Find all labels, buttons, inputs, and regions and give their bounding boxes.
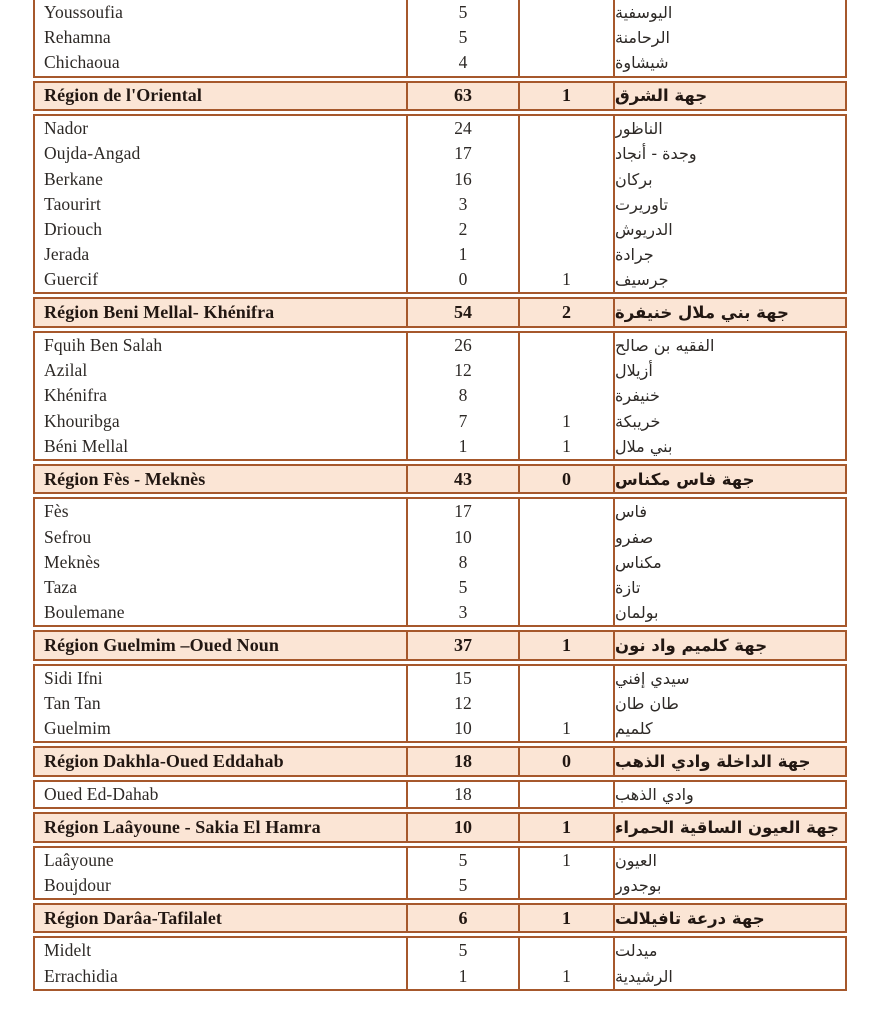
cell-count-primary: 15 [408, 666, 520, 691]
cell-name-fr: Région de l'Oriental [35, 83, 408, 110]
cell-name-ar: ميدلت [615, 941, 658, 961]
province-row [35, 964, 845, 989]
province-row [35, 383, 845, 408]
province-row [35, 333, 845, 358]
cell-count-secondary: 1 [520, 964, 615, 989]
cell-count-primary: 3 [408, 192, 520, 217]
cell-count-primary: 26 [408, 333, 520, 358]
cell-count-secondary: 1 [520, 905, 615, 932]
province-row [35, 600, 845, 625]
cell-count-primary: 5 [408, 0, 520, 25]
cell-name-fr: Boulemane [35, 600, 408, 625]
cell-count-secondary: 0 [520, 748, 615, 775]
cell-count-primary: 12 [408, 358, 520, 383]
cell-name-fr: Région Laâyoune - Sakia El Hamra [35, 814, 408, 841]
cell-count-primary: 5 [408, 848, 520, 873]
cell-name-fr: Oujda-Angad [35, 141, 408, 166]
cell-count-secondary [520, 192, 615, 217]
cell-count-primary: 4 [408, 50, 520, 75]
region-summary-block [33, 746, 847, 777]
cell-name-fr: Fquih Ben Salah [35, 333, 408, 358]
province-row [35, 550, 845, 575]
province-rows-block [33, 0, 847, 78]
cell-name-ar: فاس [615, 502, 648, 522]
cell-name-fr: Laâyoune [35, 848, 408, 873]
cell-name-fr: Tan Tan [35, 691, 408, 716]
cell-count-primary: 10 [408, 525, 520, 550]
province-row [35, 0, 845, 25]
cell-name-fr: Chichaoua [35, 50, 408, 75]
cell-name-ar: الرحامنة [615, 28, 670, 48]
cell-name-fr: Région Guelmim –Oued Noun [35, 632, 408, 659]
cell-name-ar: صفرو [615, 527, 654, 547]
cell-name-ar: وجدة - أنجاد [615, 144, 697, 164]
cell-name-ar: خنيفرة [615, 386, 660, 406]
province-row [35, 141, 845, 166]
cell-name-fr: Rehamna [35, 25, 408, 50]
cell-name-fr: Driouch [35, 217, 408, 242]
cell-name-ar: جهة فاس مكناس [615, 469, 755, 489]
cell-count-secondary: 1 [520, 814, 615, 841]
cell-count-primary: 8 [408, 383, 520, 408]
province-row [35, 166, 845, 191]
province-row [35, 848, 845, 873]
cell-count-secondary [520, 0, 615, 25]
cell-name-ar: جهة كلميم واد نون [615, 636, 768, 655]
region-summary-block [33, 630, 847, 661]
cell-count-primary: 5 [408, 25, 520, 50]
cell-name-fr: Azilal [35, 358, 408, 383]
cell-count-secondary: 2 [520, 299, 615, 326]
cell-count-secondary [520, 217, 615, 242]
cell-name-ar: تاوريرت [615, 194, 669, 214]
cell-count-primary: 12 [408, 691, 520, 716]
cell-name-ar: اليوسفية [615, 3, 673, 23]
region-summary-row [35, 632, 845, 659]
cell-count-secondary [520, 782, 615, 807]
cell-name-fr: Sidi Ifni [35, 666, 408, 691]
cell-name-fr: Khénifra [35, 383, 408, 408]
region-summary-block [33, 297, 847, 328]
cell-count-secondary [520, 242, 615, 267]
cell-count-primary: 5 [408, 938, 520, 963]
cell-count-secondary: 1 [520, 267, 615, 292]
cell-name-ar: جهة الشرق [615, 86, 708, 106]
cell-name-fr: Nador [35, 116, 408, 141]
province-row [35, 358, 845, 383]
cell-count-secondary: 0 [520, 466, 615, 493]
cell-count-primary: 63 [408, 83, 520, 110]
cell-count-primary: 10 [408, 814, 520, 841]
cell-count-primary: 16 [408, 166, 520, 191]
cell-name-fr: Meknès [35, 550, 408, 575]
cell-name-ar: بركان [615, 169, 653, 189]
province-row [35, 116, 845, 141]
cell-name-ar: مكناس [615, 552, 662, 572]
cell-name-fr: Région Fès - Meknès [35, 466, 408, 493]
cell-count-secondary [520, 383, 615, 408]
cell-name-ar: بوجدور [615, 875, 662, 895]
cell-name-ar: كلميم [615, 719, 653, 739]
cell-name-fr: Taza [35, 575, 408, 600]
cell-name-ar: جهة درعة تافيلالت [615, 908, 765, 928]
cell-name-fr: Fès [35, 499, 408, 524]
cell-name-fr: Sefrou [35, 525, 408, 550]
cell-count-primary: 10 [408, 716, 520, 741]
province-row [35, 782, 845, 807]
cell-name-ar: بولمان [615, 603, 659, 623]
cell-name-fr: Région Darâa-Tafilalet [35, 905, 408, 932]
cell-name-ar: جهة الداخلة وادي الذهب [615, 752, 811, 772]
region-summary-row [35, 299, 845, 326]
cell-count-secondary: 1 [520, 632, 615, 659]
province-row [35, 938, 845, 963]
region-summary-block [33, 464, 847, 495]
province-row [35, 873, 845, 898]
region-summary-row [35, 748, 845, 775]
province-rows-block [33, 664, 847, 744]
cell-name-ar: بني ملال [615, 436, 673, 456]
cell-count-secondary [520, 600, 615, 625]
cell-name-ar: جهة بني ملال خنيفرة [615, 303, 789, 323]
cell-name-fr: Errachidia [35, 964, 408, 989]
cell-count-secondary [520, 499, 615, 524]
region-summary-row [35, 814, 845, 841]
cell-count-secondary [520, 575, 615, 600]
cell-name-ar: وادي الذهب [615, 784, 694, 804]
cell-name-ar: الرشيدية [615, 966, 673, 986]
province-rows-block [33, 846, 847, 900]
cell-name-ar: العيون [615, 850, 657, 870]
cell-name-fr: Oued Ed-Dahab [35, 782, 408, 807]
cell-name-fr: Région Dakhla-Oued Eddahab [35, 748, 408, 775]
cell-count-primary: 5 [408, 575, 520, 600]
province-row [35, 50, 845, 75]
cell-name-fr: Khouribga [35, 408, 408, 433]
region-summary-block [33, 81, 847, 112]
province-row [35, 267, 845, 292]
cell-count-secondary [520, 938, 615, 963]
cell-count-primary: 7 [408, 408, 520, 433]
cell-count-secondary [520, 550, 615, 575]
cell-name-fr: Midelt [35, 938, 408, 963]
province-rows-block [33, 331, 847, 461]
cell-count-secondary: 1 [520, 408, 615, 433]
region-summary-row [35, 83, 845, 110]
cell-count-primary: 0 [408, 267, 520, 292]
cell-name-ar: جهة العيون الساقية الحمراء [615, 817, 839, 837]
cell-count-primary: 18 [408, 782, 520, 807]
cell-name-fr: Jerada [35, 242, 408, 267]
cell-name-fr: Berkane [35, 166, 408, 191]
province-row [35, 217, 845, 242]
cell-name-fr: Taourirt [35, 192, 408, 217]
regions-cases-table [33, 0, 847, 991]
cell-name-fr: Guercif [35, 267, 408, 292]
cell-name-ar: جرادة [615, 245, 654, 265]
cell-count-secondary: 1 [520, 848, 615, 873]
cell-name-ar: سيدي إفني [615, 668, 690, 688]
cell-count-primary: 17 [408, 499, 520, 524]
region-summary-block [33, 812, 847, 843]
province-rows-block [33, 497, 847, 627]
cell-count-primary: 3 [408, 600, 520, 625]
cell-name-ar: شيشاوة [615, 53, 669, 73]
region-summary-block [33, 903, 847, 934]
cell-count-secondary [520, 358, 615, 383]
province-row [35, 25, 845, 50]
cell-name-ar: جرسيف [615, 270, 669, 290]
cell-name-fr: Boujdour [35, 873, 408, 898]
cell-count-primary: 5 [408, 873, 520, 898]
cell-count-secondary [520, 50, 615, 75]
cell-count-primary: 54 [408, 299, 520, 326]
province-row [35, 716, 845, 741]
cell-count-secondary [520, 873, 615, 898]
cell-count-secondary: 1 [520, 83, 615, 110]
cell-count-primary: 37 [408, 632, 520, 659]
cell-count-primary: 1 [408, 964, 520, 989]
province-row [35, 575, 845, 600]
province-row [35, 691, 845, 716]
cell-count-primary: 17 [408, 141, 520, 166]
cell-count-secondary: 1 [520, 716, 615, 741]
cell-count-primary: 1 [408, 434, 520, 459]
cell-count-secondary [520, 141, 615, 166]
province-row [35, 192, 845, 217]
region-summary-row [35, 905, 845, 932]
cell-name-ar: الدريوش [615, 219, 673, 239]
cell-count-primary: 18 [408, 748, 520, 775]
cell-name-ar: تازة [615, 577, 641, 597]
cell-count-secondary [520, 166, 615, 191]
region-summary-row [35, 466, 845, 493]
province-row [35, 666, 845, 691]
province-row [35, 499, 845, 524]
cell-name-ar: الناظور [615, 119, 663, 139]
cell-name-ar: أزيلال [615, 361, 653, 381]
cell-name-fr: Guelmim [35, 716, 408, 741]
cell-name-ar: خريبكة [615, 411, 661, 431]
province-row [35, 408, 845, 433]
cell-count-primary: 6 [408, 905, 520, 932]
province-rows-block [33, 780, 847, 809]
cell-name-ar: طان طان [615, 694, 679, 714]
cell-count-primary: 43 [408, 466, 520, 493]
province-row [35, 242, 845, 267]
province-row [35, 525, 845, 550]
cell-count-secondary [520, 333, 615, 358]
cell-count-secondary [520, 525, 615, 550]
cell-name-ar: الفقيه بن صالح [615, 335, 715, 355]
province-rows-block [33, 936, 847, 990]
cell-count-secondary [520, 25, 615, 50]
cell-count-primary: 1 [408, 242, 520, 267]
province-row [35, 434, 845, 459]
cell-count-primary: 24 [408, 116, 520, 141]
cell-name-fr: Béni Mellal [35, 434, 408, 459]
cell-count-primary: 8 [408, 550, 520, 575]
cell-count-primary: 2 [408, 217, 520, 242]
cell-count-secondary: 1 [520, 434, 615, 459]
cell-count-secondary [520, 691, 615, 716]
cell-name-fr: Région Beni Mellal- Khénifra [35, 299, 408, 326]
cell-name-fr: Youssoufia [35, 0, 408, 25]
cell-count-secondary [520, 116, 615, 141]
cell-count-secondary [520, 666, 615, 691]
province-rows-block [33, 114, 847, 294]
